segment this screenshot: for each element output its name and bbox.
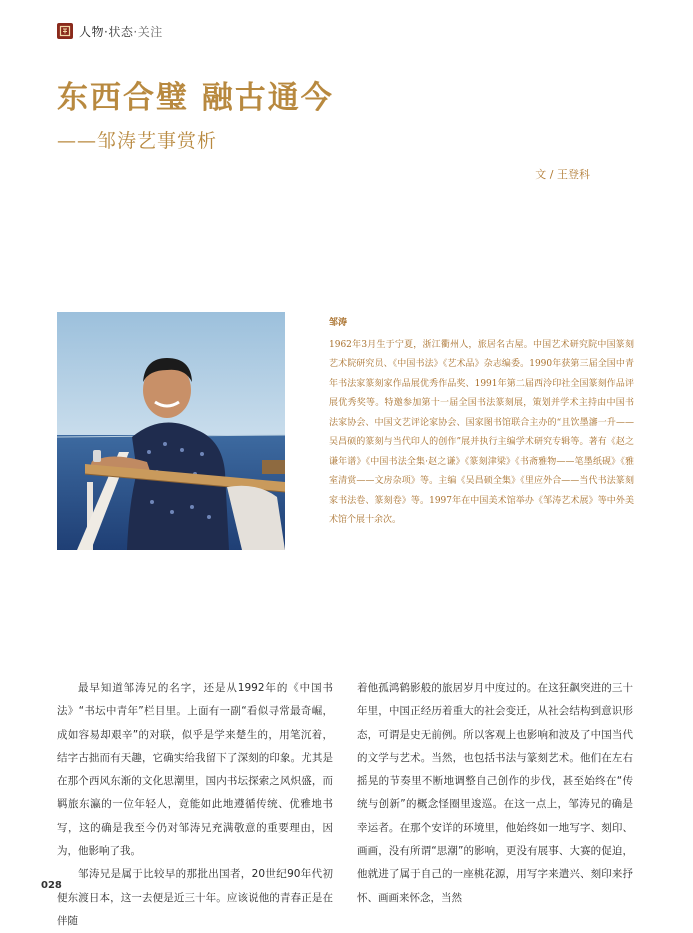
article-title: 东西合璧 融古通今	[57, 80, 334, 116]
section-sub1: 状态	[108, 24, 134, 39]
section-sub2: 关注	[137, 24, 163, 39]
body-paragraph: 最早知道邹涛兄的名字，还是从1992年的《中国书法》“书坛中青年”栏目里。上面有一副“看似寻常最奇崛，成如容易却艰辛”的对联，似乎是学来楚生的，用笔沉着，结字古拙而有天趣，它确实给我留下了深刻的印象。尤其是在那个西风东渐的文化思潮里，国内书坛探索之风炽盛，而羁旅东瀛的一位年轻人，竟能如此地遵循传统、优雅地书写，这的确是我至今仍对邹涛兄充满敬意的重要理由，因为，他影响了我。	[57, 682, 333, 858]
seal-logo-icon	[57, 23, 73, 39]
article-author: 文 / 王登科	[535, 168, 590, 181]
section-label	[79, 23, 163, 40]
section-header	[57, 22, 163, 40]
article-subtitle: ——邹涛艺事赏析	[57, 130, 218, 152]
bio-name: 邹涛	[329, 318, 348, 328]
section-separator: ·	[104, 24, 109, 39]
body-paragraph: 着他孤鸿鹤影般的旅居岁月中度过的。在这狂飙突进的三十年里，中国正经历着重大的社会变迁，从社会结构到意识形态，可谓是史无前例。所以客观上也影响和波及了中国当代的文学与艺术。当然，也包括书法与篆刻艺术。他们在左右摇晃的节奏里不断地调整自己创作的步伐，甚至始终在“传统与创新”的概念怪圈里逡巡。在这一点上，邹涛兄的确是幸运者。在那个安详的环境里，他始终如一地写字、刻印、画画，没有所谓“思潮”的影响，更没有展事、大赛的促迫，他就进了属于自己的一座桃花源，用写字来遣兴、刻印来抒怀、画画来怀念，当然	[357, 682, 633, 904]
body-paragraph: 邹涛兄是属于比较早的那批出国者，20世纪90年代初便东渡日本，这一去便是近三十年。应该说他的青春正是在伴随	[57, 868, 333, 927]
bio-text: 1962年3月生于宁夏，浙江衢州人，旅居名古屋。中国艺术研究院中国篆刻艺术院研究员、《中国书法》《艺术品》杂志编委。1990年获第三届全国中青年书法家篆刻家作品展优秀作品奖、1991年第二届西泠印社全国篆刻作品评展优秀奖等。特邀参加第十一届全国书法篆刻展，策划并学术主持由中国书法家协会、中国文艺评论家协会、国家图书馆联合主办的“且饮墨瀋一升——吴昌硕的篆刻与当代印人的创作”展并执行主编学术研究专辑等。著有《赵之谦年谱》《中国书法全集·赵之谦》《篆刻津梁》《书斋雅物——笔墨纸砚》《雅室清赏——文房杂项》等。主编《吴昌硕全集》《里应外合——当代书法篆刻家书法卷、篆刻卷》等。1997年在中国美术馆举办《邹涛艺术展》等中外美术馆个展十余次。	[329, 339, 634, 525]
body-column-right	[357, 677, 633, 910]
page-number: 028	[41, 880, 62, 891]
portrait-photo	[57, 312, 285, 550]
section-separator: ·	[133, 24, 138, 39]
body-column-left	[57, 677, 333, 933]
author-bio	[329, 314, 634, 531]
section-category: 人物	[79, 24, 105, 39]
